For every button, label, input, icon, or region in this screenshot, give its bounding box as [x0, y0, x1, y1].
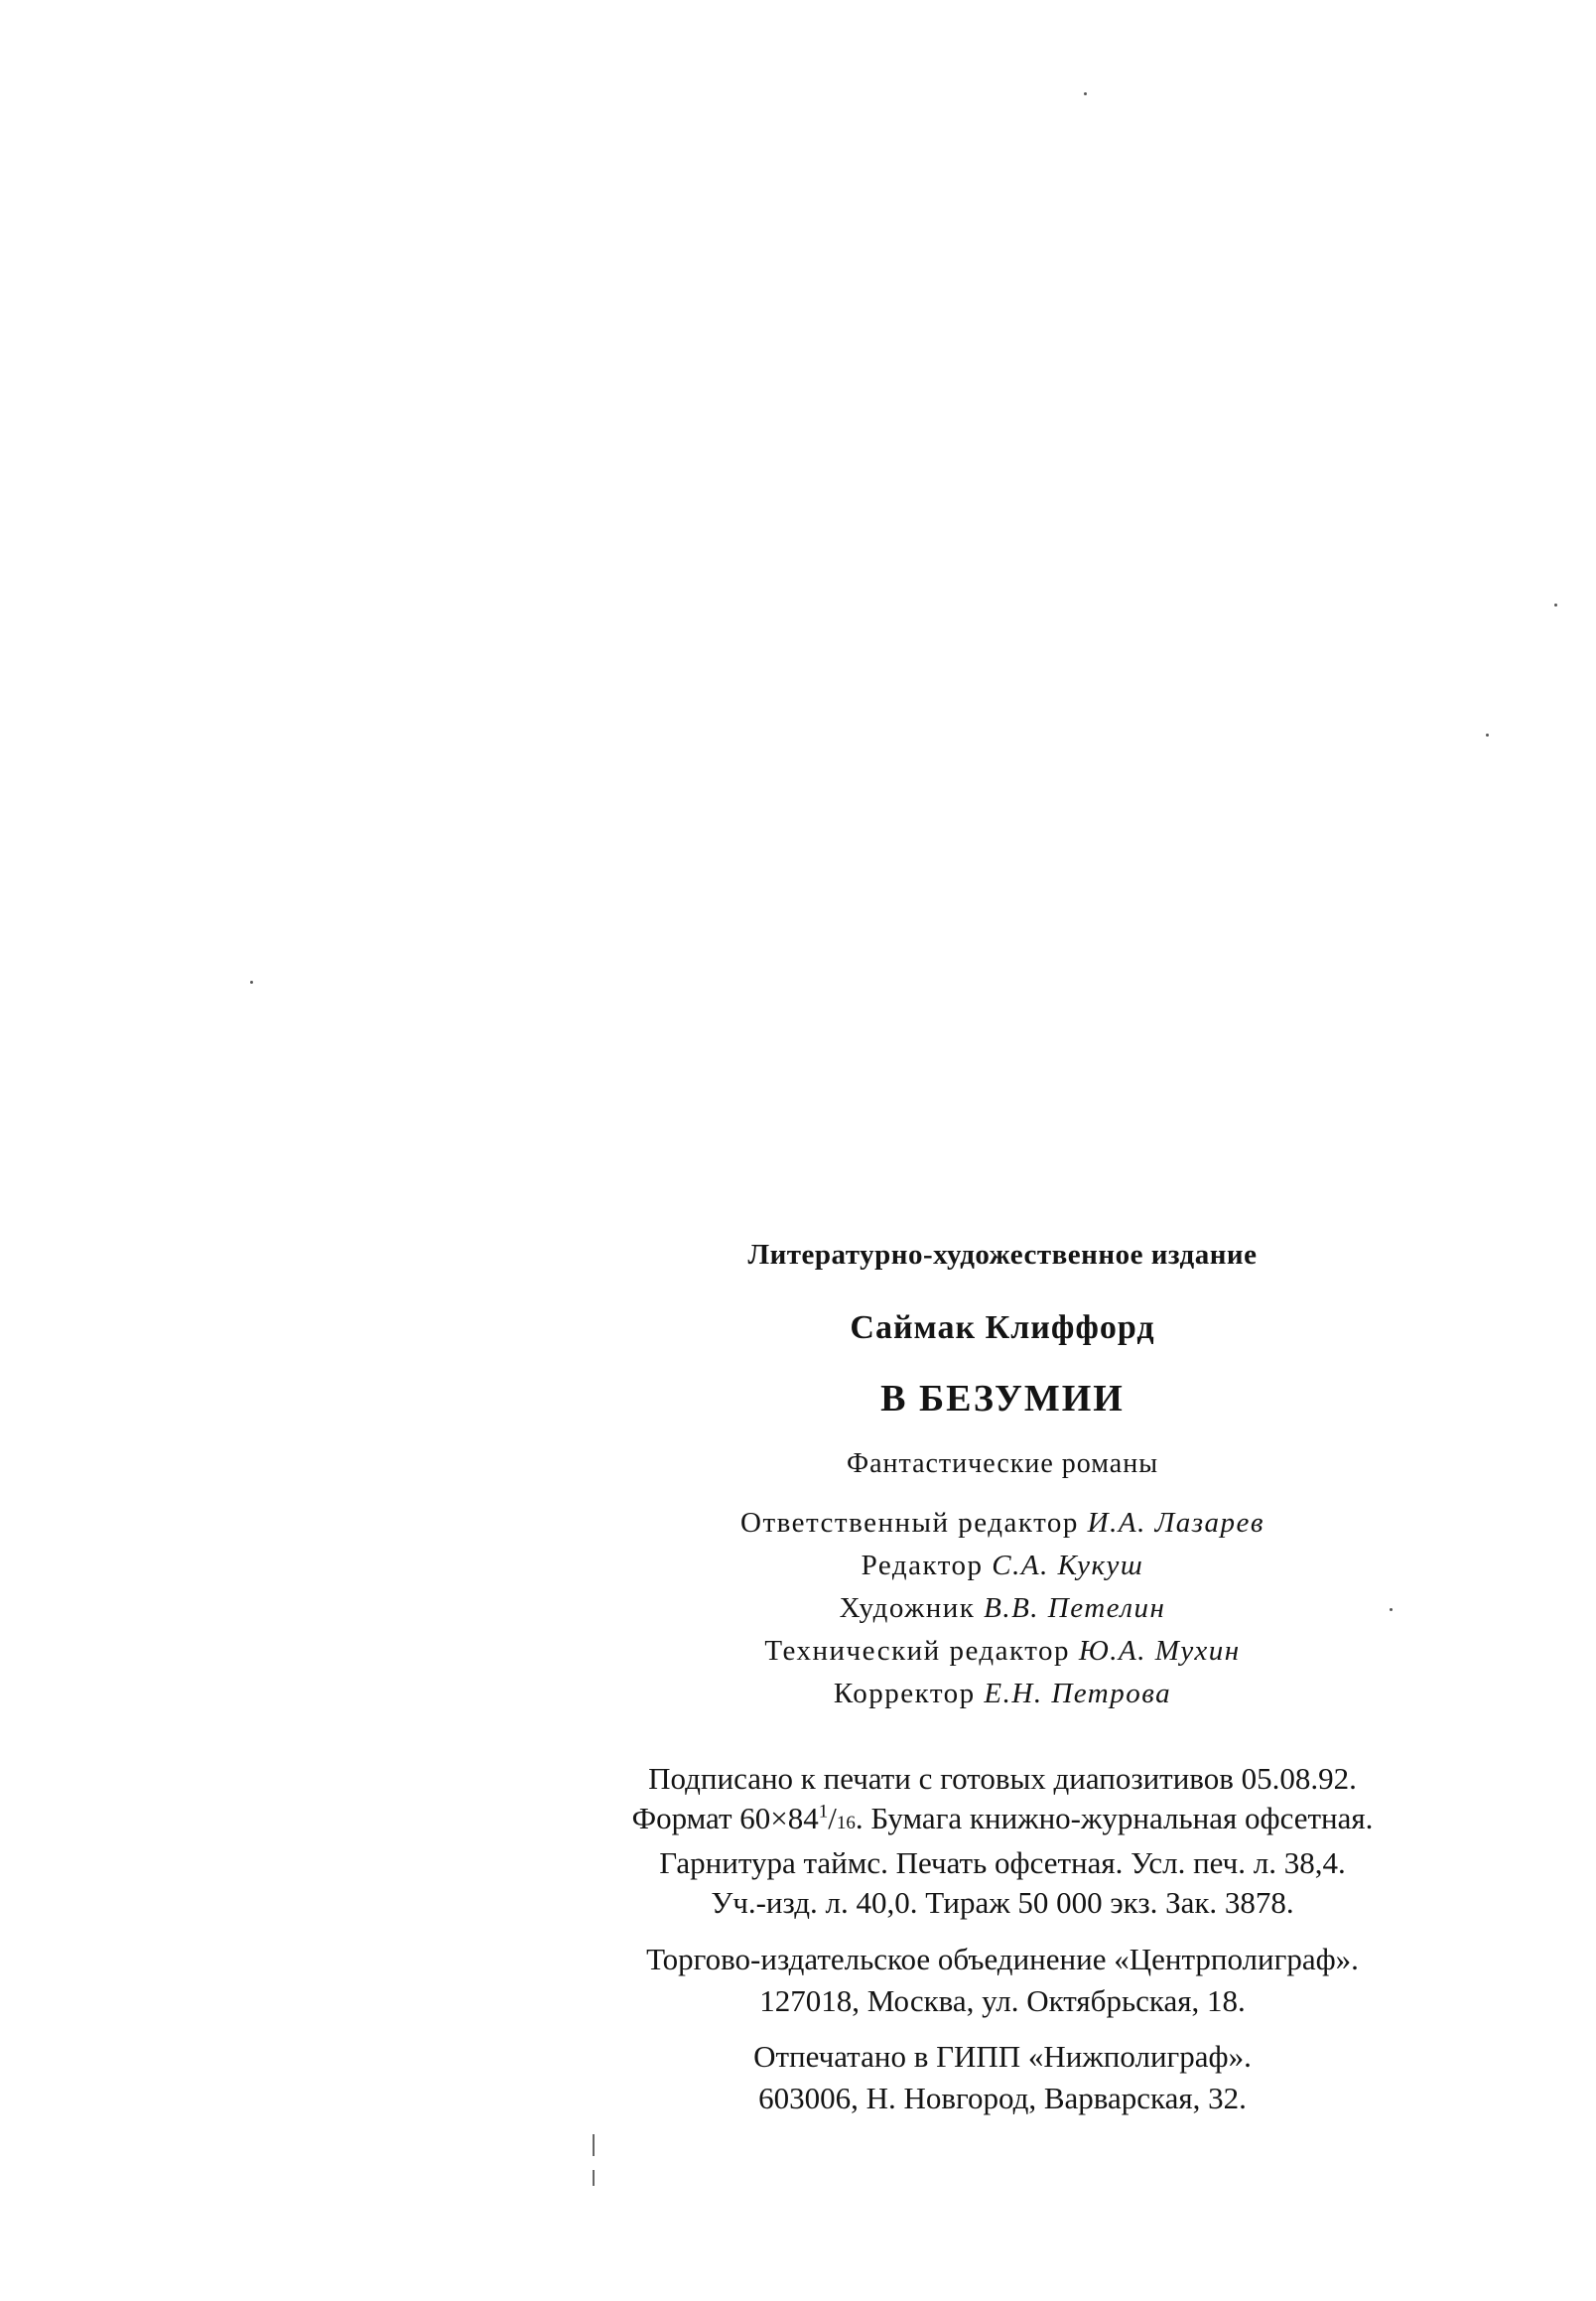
credit-line [556, 1545, 1449, 1587]
print-line: Уч.-изд. л. 40,0. Тираж 50 000 экз. Зак. 3878. [711, 1885, 1294, 1920]
print-details [556, 1759, 1449, 1923]
credit-role: Ответственный редактор [740, 1507, 1079, 1539]
credit-line [556, 1673, 1449, 1715]
printer-name: Отпечатано в ГИПП «Нижполиграф». [753, 2039, 1252, 2074]
format-prefix: Формат 60×84 [631, 1801, 819, 1835]
scan-mark [593, 2134, 595, 2156]
credit-line [556, 1630, 1449, 1673]
printer-info [556, 2036, 1449, 2119]
credit-role: Редактор [861, 1550, 984, 1581]
credit-person: И.А. Лазарев [1087, 1507, 1264, 1539]
publisher-name: Торгово-издательское объединение «Центрполиграф». [646, 1942, 1359, 1976]
scan-speck [1554, 604, 1557, 607]
scan-speck [1486, 734, 1489, 737]
author-name: Саймак Клиффорд [850, 1309, 1155, 1346]
credit-line [556, 1587, 1449, 1630]
format-suffix: . Бумага книжно-журнальная офсетная. [855, 1801, 1374, 1835]
print-line: Гарнитура таймс. Печать офсетная. Усл. печ. л. 38,4. [659, 1845, 1346, 1880]
print-line: Подписано к печати с готовых диапозитивов 05.08.92. [648, 1761, 1357, 1796]
scan-mark [593, 2170, 595, 2186]
imprint-block [556, 1239, 1449, 2119]
printer-address: 603006, Н. Новгород, Варварская, 32. [758, 2081, 1247, 2115]
format-subscript: 16 [836, 1813, 856, 1833]
credit-person: В.В. Петелин [984, 1592, 1166, 1624]
credit-line [556, 1502, 1449, 1545]
credit-person: Ю.А. Мухин [1078, 1635, 1241, 1667]
genre-line: Фантастические романы [846, 1448, 1159, 1479]
credit-role: Корректор [833, 1678, 976, 1709]
credit-role: Технический редактор [764, 1635, 1071, 1667]
publisher-address: 127018, Москва, ул. Октябрьская, 18. [759, 1983, 1246, 2018]
credits-list [556, 1502, 1449, 1715]
scan-speck [250, 981, 253, 984]
credit-role: Художник [839, 1592, 976, 1624]
format-line [556, 1799, 1449, 1843]
book-title: В БЕЗУМИИ [880, 1378, 1125, 1420]
format-slash: / [828, 1801, 837, 1835]
format-superscript: 1 [818, 1801, 829, 1823]
credit-person: Е.Н. Петрова [984, 1678, 1172, 1709]
credit-person: С.А. Кукуш [992, 1550, 1144, 1581]
scan-speck [1084, 92, 1087, 95]
publisher-info [556, 1939, 1449, 2022]
publication-type: Литературно-художественное издание [747, 1239, 1258, 1271]
